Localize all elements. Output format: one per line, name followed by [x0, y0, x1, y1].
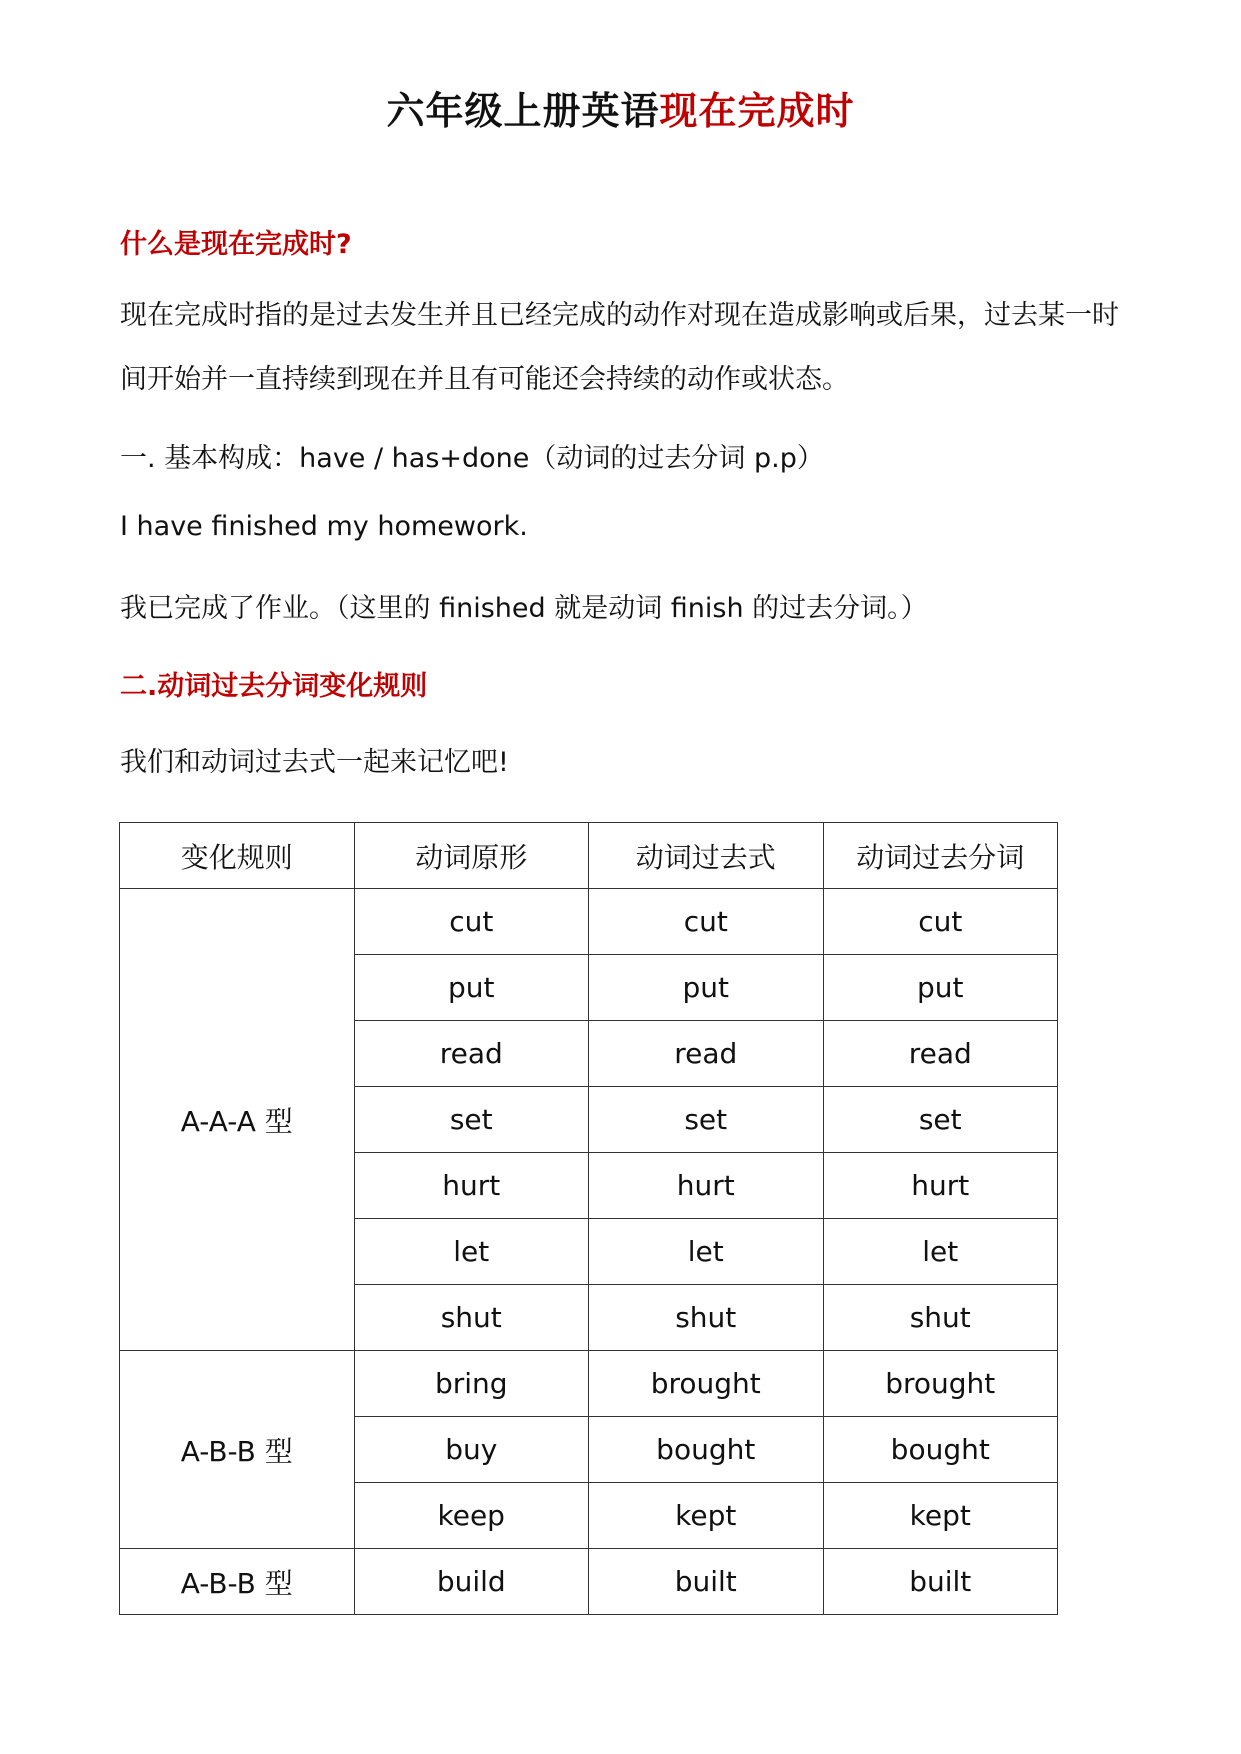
- definition-paragraph: 现在完成时指的是过去发生并且已经完成的动作对现在造成影响或后果，过去某一时间开始并一直持续到现在并且有可能还会持续的动作或状态。: [120, 300, 1119, 395]
- past-participle-cell: kept: [823, 1483, 1058, 1549]
- past-tense-cell: read: [589, 1021, 824, 1087]
- verb-table: [119, 822, 1058, 1615]
- table-row: [120, 1351, 1058, 1417]
- example-english: I have finished my homework.: [120, 511, 528, 542]
- past-participle-cell: shut: [823, 1285, 1058, 1351]
- base-form-cell: shut: [354, 1285, 589, 1351]
- base-form-cell: keep: [354, 1483, 589, 1549]
- header-past-participle: 动词过去分词: [823, 823, 1058, 889]
- header-base-form: 动词原形: [354, 823, 589, 889]
- base-form-cell: put: [354, 955, 589, 1021]
- past-participle-cell: cut: [823, 889, 1058, 955]
- base-form-cell: let: [354, 1219, 589, 1285]
- example-chinese: 我已完成了作业。（这里的 finished 就是动词 finish 的过去分词。）: [120, 593, 928, 624]
- base-form-cell: bring: [354, 1351, 589, 1417]
- section1-heading: 什么是现在完成时?: [120, 229, 352, 260]
- page-title: [0, 80, 1241, 135]
- base-form-cell: read: [354, 1021, 589, 1087]
- past-tense-cell: let: [589, 1219, 824, 1285]
- base-form-cell: buy: [354, 1417, 589, 1483]
- past-tense-cell: set: [589, 1087, 824, 1153]
- past-participle-cell: read: [823, 1021, 1058, 1087]
- past-participle-cell: bought: [823, 1417, 1058, 1483]
- past-tense-cell: cut: [589, 889, 824, 955]
- structure-line: 一. 基本构成：have / has+done（动词的过去分词 p.p）: [120, 443, 824, 474]
- past-participle-cell: built: [823, 1549, 1058, 1615]
- base-form-cell: build: [354, 1549, 589, 1615]
- past-tense-cell: kept: [589, 1483, 824, 1549]
- past-tense-cell: built: [589, 1549, 824, 1615]
- table-row: [120, 889, 1058, 955]
- header-rule: 变化规则: [120, 823, 355, 889]
- rule-cell: A-A-A 型: [120, 889, 355, 1351]
- rule-cell: A-B-B 型: [120, 1549, 355, 1615]
- past-tense-cell: brought: [589, 1351, 824, 1417]
- rule-cell: A-B-B 型: [120, 1351, 355, 1549]
- table-header-row: [120, 823, 1058, 889]
- base-form-cell: hurt: [354, 1153, 589, 1219]
- past-tense-cell: hurt: [589, 1153, 824, 1219]
- base-form-cell: set: [354, 1087, 589, 1153]
- past-tense-cell: shut: [589, 1285, 824, 1351]
- past-participle-cell: put: [823, 955, 1058, 1021]
- past-tense-cell: bought: [589, 1417, 824, 1483]
- past-participle-cell: let: [823, 1219, 1058, 1285]
- title-black-part: 六年级上册英语: [386, 89, 660, 133]
- header-past-tense: 动词过去式: [589, 823, 824, 889]
- past-tense-cell: put: [589, 955, 824, 1021]
- title-red-part: 现在完成时: [659, 89, 855, 133]
- table-row: [120, 1549, 1058, 1615]
- past-participle-cell: set: [823, 1087, 1058, 1153]
- section2-intro: 我们和动词过去式一起来记忆吧!: [120, 747, 509, 778]
- past-participle-cell: hurt: [823, 1153, 1058, 1219]
- past-participle-cell: brought: [823, 1351, 1058, 1417]
- section2-heading: 二.动词过去分词变化规则: [120, 671, 428, 702]
- base-form-cell: cut: [354, 889, 589, 955]
